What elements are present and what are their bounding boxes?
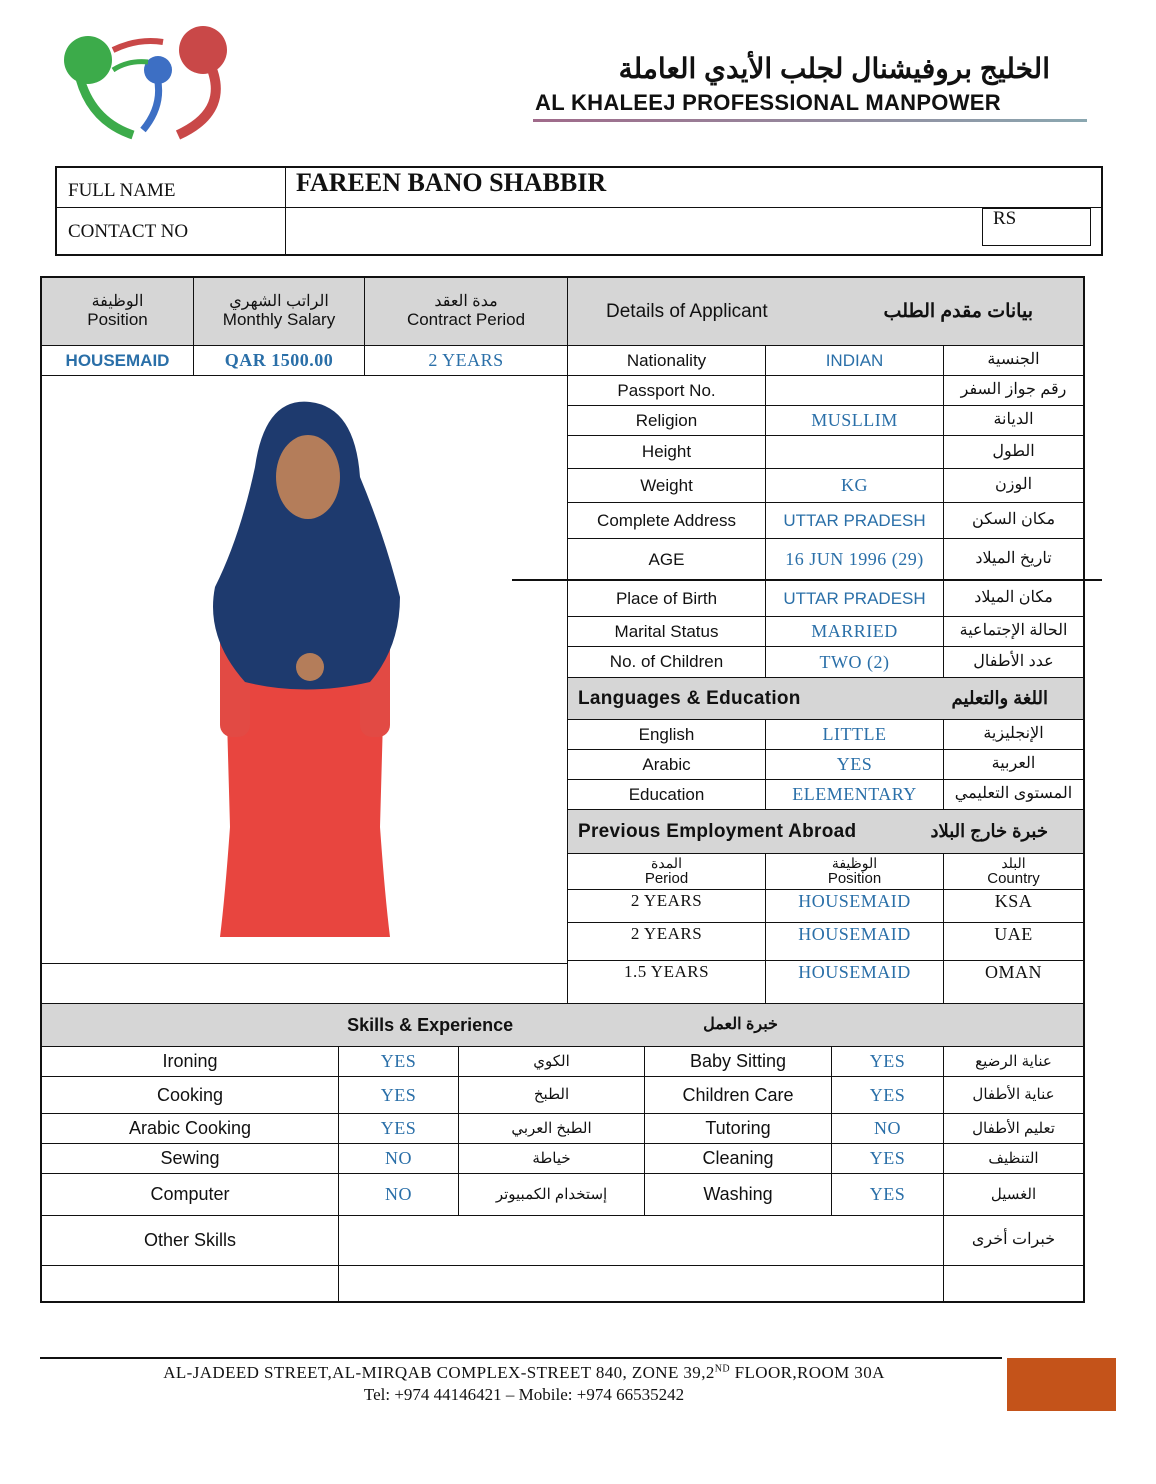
language-arabic-value: YES bbox=[765, 749, 944, 780]
skill-value: NO bbox=[338, 1143, 459, 1174]
employment-period: 2 YEARS bbox=[567, 889, 766, 923]
language-english-label: English bbox=[567, 719, 766, 750]
contract-header-en: Contract Period bbox=[406, 309, 526, 329]
skills-title-ar: خبرة العمل bbox=[703, 1015, 778, 1033]
detail-complete-address-value: UTTAR PRADESH bbox=[765, 502, 944, 539]
skill-arabic: الغسيل bbox=[943, 1173, 1084, 1216]
detail-weight-label: Weight bbox=[567, 468, 766, 503]
other-skills-arabic: خبرات أخرى bbox=[943, 1215, 1084, 1266]
language-english-value: LITTLE bbox=[765, 719, 944, 750]
detail-weight-arabic: الوزن bbox=[943, 468, 1084, 503]
skill-arabic: التنظيف bbox=[943, 1143, 1084, 1174]
skill-value: YES bbox=[831, 1173, 944, 1216]
language-arabic-arabic: العربية bbox=[943, 749, 1084, 780]
skill-arabic: تعليم الأطفال bbox=[943, 1113, 1084, 1144]
detail-place-of-birth-arabic: مكان الميلاد bbox=[943, 580, 1084, 617]
detail-marital-status-label: Marital Status bbox=[567, 616, 766, 647]
skill-label: Tutoring bbox=[644, 1113, 832, 1144]
skill-value: YES bbox=[338, 1113, 459, 1144]
detail-nationality-arabic: الجنسية bbox=[943, 345, 1084, 376]
skills-header bbox=[41, 1003, 1084, 1047]
applicant-photo bbox=[185, 397, 425, 942]
language-english-arabic: الإنجليزية bbox=[943, 719, 1084, 750]
company-logo bbox=[58, 20, 238, 140]
employment-header bbox=[567, 809, 1084, 854]
skill-label: Ironing bbox=[41, 1046, 339, 1077]
col-header-en: Position bbox=[827, 869, 882, 887]
details-title: Details of Applicant bbox=[606, 300, 768, 322]
blank-cell bbox=[338, 1265, 944, 1303]
address-sup: ND bbox=[714, 1363, 731, 1375]
col-header-ar: الوظيفة bbox=[831, 855, 878, 872]
skill-value: YES bbox=[338, 1076, 459, 1114]
employment-col-header bbox=[567, 853, 766, 890]
company-name: AL KHALEEJ PROFESSIONAL MANPOWER bbox=[535, 90, 1001, 115]
col-header-en: Period bbox=[644, 869, 689, 887]
detail-no-of-children-arabic: عدد الأطفال bbox=[943, 646, 1084, 678]
language-education-arabic: المستوى التعليمي bbox=[943, 779, 1084, 810]
salary-header bbox=[193, 277, 365, 346]
skill-arabic: الكوي bbox=[458, 1046, 645, 1077]
detail-religion-arabic: الديانة bbox=[943, 405, 1084, 436]
skill-value: NO bbox=[831, 1113, 944, 1144]
footer-accent-block bbox=[1007, 1358, 1116, 1411]
detail-height-arabic: الطول bbox=[943, 435, 1084, 469]
skill-arabic: عناية الرضيع bbox=[943, 1046, 1084, 1077]
applicant-code: RS bbox=[982, 208, 1091, 246]
detail-no-of-children-value: TWO (2) bbox=[765, 646, 944, 678]
detail-age-arabic: تاريخ الميلاد bbox=[943, 538, 1084, 581]
detail-height-label: Height bbox=[567, 435, 766, 469]
contact-label: CONTACT NO bbox=[55, 207, 286, 256]
col-header-ar: المدة bbox=[651, 855, 682, 872]
contract-value: 2 YEARS bbox=[364, 345, 568, 376]
skill-value: YES bbox=[338, 1046, 459, 1077]
skill-arabic: الطبخ العربي bbox=[458, 1113, 645, 1144]
footer-phones: Tel: +974 44146421 – Mobile: +974 66535242 bbox=[363, 1385, 685, 1404]
employment-header-title: Previous Employment Abroad bbox=[578, 820, 857, 842]
detail-marital-status-arabic: الحالة الإجتماعية bbox=[943, 616, 1084, 647]
skill-value: NO bbox=[338, 1173, 459, 1216]
address-text: AL-JADEED STREET,AL-MIRQAB COMPLEX-STREET 840, ZONE 39,2 bbox=[163, 1363, 715, 1382]
footer-rule bbox=[40, 1357, 1002, 1359]
skill-label: Arabic Cooking bbox=[41, 1113, 339, 1144]
col-header-ar: البلد bbox=[1001, 855, 1026, 872]
skill-label: Washing bbox=[644, 1173, 832, 1216]
detail-place-of-birth-value: UTTAR PRADESH bbox=[765, 580, 944, 617]
employment-col-header bbox=[943, 853, 1084, 890]
position-header-en: Position bbox=[87, 309, 148, 329]
detail-complete-address-arabic: مكان السكن bbox=[943, 502, 1084, 539]
languages-header bbox=[567, 677, 1084, 720]
full-name-value: FAREEN BANO SHABBIR bbox=[285, 166, 1103, 208]
photo-cell bbox=[41, 375, 568, 964]
contract-header-ar: مدة العقد bbox=[434, 293, 498, 311]
detail-age-value: 16 JUN 1996 (29) bbox=[765, 538, 944, 581]
employment-position: HOUSEMAID bbox=[765, 922, 944, 961]
detail-place-of-birth-label: Place of Birth bbox=[567, 580, 766, 617]
skill-value: YES bbox=[831, 1143, 944, 1174]
employment-header-title-ar: خبرة خارج البلاد bbox=[930, 821, 1048, 842]
skill-arabic: الطبخ bbox=[458, 1076, 645, 1114]
detail-passport-no-label: Passport No. bbox=[567, 375, 766, 406]
position-value: HOUSEMAID bbox=[41, 345, 194, 376]
skill-arabic: إستخدام الكمبيوتر bbox=[458, 1173, 645, 1216]
skills-title: Skills & Experience bbox=[347, 1014, 514, 1035]
details-title-ar: بيانات مقدم الطلب bbox=[883, 300, 1033, 322]
detail-passport-no-value bbox=[765, 375, 944, 406]
full-name-label: FULL NAME bbox=[55, 166, 286, 208]
detail-religion-value: MUSLLIM bbox=[765, 405, 944, 436]
detail-religion-label: Religion bbox=[567, 405, 766, 436]
skill-label: Computer bbox=[41, 1173, 339, 1216]
skill-label: Cooking bbox=[41, 1076, 339, 1114]
position-header bbox=[41, 277, 194, 346]
details-header bbox=[567, 277, 1084, 346]
skill-arabic: خياطة bbox=[458, 1143, 645, 1174]
employment-country: UAE bbox=[943, 922, 1084, 961]
skill-value: YES bbox=[831, 1046, 944, 1077]
employment-period: 2 YEARS bbox=[567, 922, 766, 961]
address-text-end: FLOOR,ROOM 30A bbox=[730, 1363, 885, 1382]
skill-arabic: عناية الأطفال bbox=[943, 1076, 1084, 1114]
employment-country: OMAN bbox=[943, 960, 1084, 1004]
detail-weight-value: KG bbox=[765, 468, 944, 503]
skill-label: Children Care bbox=[644, 1076, 832, 1114]
employment-col-header bbox=[765, 853, 944, 890]
employment-position: HOUSEMAID bbox=[765, 960, 944, 1004]
col-header-en: Country bbox=[987, 869, 1040, 887]
photo-caption-cell bbox=[41, 963, 568, 1004]
skill-value: YES bbox=[831, 1076, 944, 1114]
skill-label: Sewing bbox=[41, 1143, 339, 1174]
footer-address bbox=[40, 1363, 1008, 1383]
detail-passport-no-arabic: رقم جواز السفر bbox=[943, 375, 1084, 406]
skill-label: Baby Sitting bbox=[644, 1046, 832, 1077]
contact-value bbox=[285, 207, 1103, 256]
detail-height-value bbox=[765, 435, 944, 469]
detail-nationality-label: Nationality bbox=[567, 345, 766, 376]
employment-position: HOUSEMAID bbox=[765, 889, 944, 923]
salary-header-en: Monthly Salary bbox=[222, 309, 336, 329]
employment-period: 1.5 YEARS bbox=[567, 960, 766, 1004]
skill-label: Cleaning bbox=[644, 1143, 832, 1174]
detail-no-of-children-label: No. of Children bbox=[567, 646, 766, 678]
salary-value: QAR 1500.00 bbox=[193, 345, 365, 376]
detail-marital-status-value: MARRIED bbox=[765, 616, 944, 647]
language-arabic-label: Arabic bbox=[567, 749, 766, 780]
languages-header-title-ar: اللغة والتعليم bbox=[951, 688, 1048, 709]
detail-complete-address-label: Complete Address bbox=[567, 502, 766, 539]
header-divider bbox=[533, 119, 1087, 122]
salary-header-ar: الراتب الشهري bbox=[229, 293, 329, 311]
blank-cell bbox=[41, 1265, 339, 1303]
languages-header-title: Languages & Education bbox=[578, 687, 801, 709]
contract-header bbox=[364, 277, 568, 346]
employment-country: KSA bbox=[943, 889, 1084, 923]
blank-cell bbox=[943, 1265, 1084, 1303]
company-name-arabic: الخليج بروفيشنال لجلب الأيدي العاملة bbox=[618, 53, 1050, 84]
other-skills-label: Other Skills bbox=[41, 1215, 339, 1266]
detail-nationality-value: INDIAN bbox=[765, 345, 944, 376]
language-education-value: ELEMENTARY bbox=[765, 779, 944, 810]
detail-age-label: AGE bbox=[567, 538, 766, 581]
other-skills-value bbox=[338, 1215, 944, 1266]
language-education-label: Education bbox=[567, 779, 766, 810]
position-header-ar: الوظيفة bbox=[91, 293, 144, 311]
